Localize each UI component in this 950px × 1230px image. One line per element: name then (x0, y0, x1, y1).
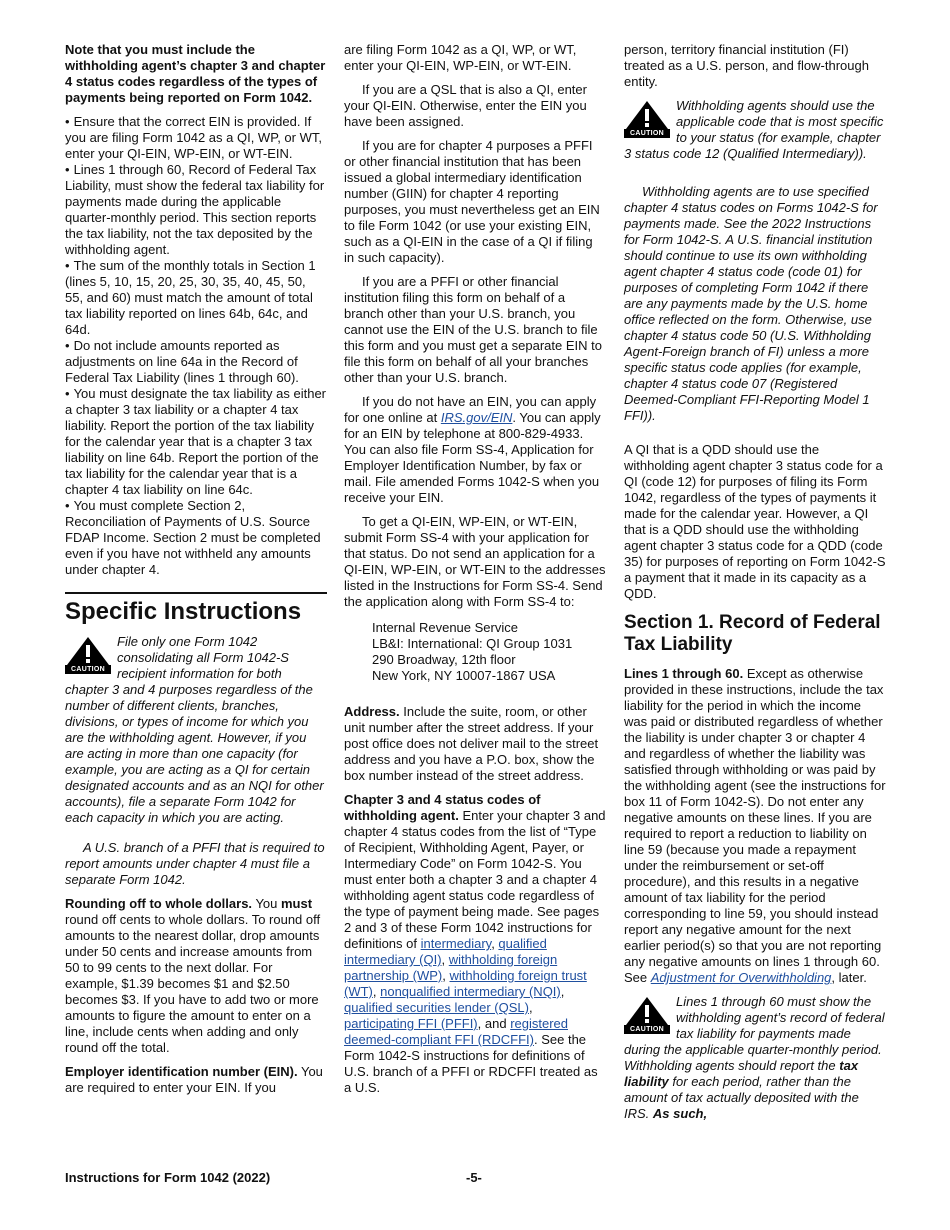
note-bold: Note that you must include the withholding agent’s chapter 3 and chapter 4 status codes regardless of the types of payments being reported on Form 1042. (65, 42, 326, 105)
address-heading: Address. (344, 704, 400, 719)
specific-instructions-heading: Specific Instructions (65, 592, 327, 626)
caution2-mid: for each period, rather than the amount of tax actually deposited with the IRS. (624, 1074, 859, 1121)
ein-online-pre: If you do not have an EIN, you can apply for one online at (344, 394, 597, 425)
caution-block (65, 634, 327, 888)
caution2-bold: tax liability (624, 1058, 859, 1089)
caution-block (624, 994, 886, 1122)
link-wp[interactable]: withholding foreign partnership (WP) (344, 952, 558, 983)
paragraph: A QI that is a QDD should use the withholding agent chapter 3 status code for a QI (code 12) for purposes of filing its Form 1042, regardless of the types of payments it made for the calendar year. However, a QI that is a QDD should use the withholding agent chapter 3 status code for a QDD (code 35) for purposes of reporting on Form 1042-S a payment that it made in its capacity as a QDD. (624, 442, 886, 601)
paragraph: If you are a PFFI or other financial institution filing this form on behalf of a branch other than your U.S. branch, you cannot use the EIN of the U.S. branch to file this form and you must get a separate EIN to file this form on behalf of all your branches other than your U.S. branch. (344, 274, 602, 385)
footer-title: Instructions for Form 1042 (2022) (65, 1170, 271, 1185)
status-codes-body: Enter your chapter 3 and chapter 4 status codes from the list of “Type of Recipient, Withholding Agent, Payer, or Intermediary Code” on Form 1042-S. You must enter both a chapter 3 and a chapter 4 withholding agent status code regardless of the type of payment being made. See pages 2 and 3 of these Form 1042 instructions for definitions of (344, 808, 606, 951)
and-text: and (484, 1016, 507, 1031)
status-codes-heading: Chapter 3 and 4 status codes of withholding agent. (344, 792, 541, 823)
adjustment-link[interactable]: Adjustment for Overwithholding (650, 970, 832, 985)
address-line: New York, NY 10007-1867 USA (372, 668, 556, 683)
link-qsl[interactable]: qualified securities lender (QSL) (344, 1000, 529, 1015)
caution-label: CAUTION (624, 1025, 670, 1034)
address-body: Include the suite, room, or other unit number after the street address. If your post office does not deliver mail to the street address and you have a P.O. box, show the box number instead of the street address. (344, 704, 599, 783)
bullet-item: • Ensure that the correct EIN is provided. If you are filing Form 1042 as a QI, WP, or WT, enter your QI-EIN, WP-EIN, or WT-EIN. (65, 114, 327, 162)
lines-body: Except as otherwise provided in these instructions, include the tax liability for the period in which the income was paid or distributed regardless of whether the liability is under chapter 3 or chapter 4 and regardless of whether the liability was satisfied through withholding or was paid by the withholding agent (see the instructions for box 11 of Form 1042-S). Do not enter any negative amounts on these lines. If you are required to report a reduction to liability on line 59 (because you made a repayment under the reimbursement or set-off procedure), and this results in a negative amount of tax liability for the period corresponding to line 59, you should instead report any negative amount for the next earlier period(s) so that you are not reporting any negative amounts on lines 1 through 60. See (624, 666, 886, 985)
ein-paragraph (65, 1064, 327, 1096)
rounding-paragraph (65, 896, 327, 1056)
link-wt[interactable]: withholding foreign trust (WT) (344, 968, 587, 999)
bullet-list (65, 114, 327, 578)
caution-label: CAUTION (65, 665, 111, 674)
address-paragraph (344, 704, 606, 784)
lines-heading: Lines 1 through 60. (624, 666, 744, 681)
caution2-pre: Lines 1 through 60 must show the withholding agent’s record of federal tax liability for payments made during the applicable quarter-monthly period. Withholding agents should report the (624, 994, 885, 1073)
section-1-heading: Section 1. Record of Federal Tax Liability (624, 612, 881, 655)
caution-icon (65, 636, 111, 674)
paragraph: To get a QI-EIN, WP-EIN, or WT-EIN, submit Form SS-4 with your application for that status. Do not send an application for a QI-EIN, WP-EIN, or WT-EIN to the addresses listed in the Instructions for Form SS-4. Send the application along with Form SS-4 to: (344, 514, 606, 609)
column-3 (624, 42, 886, 1130)
ein-heading: Employer identification number (EIN). (65, 1064, 298, 1079)
column-1 (65, 42, 327, 1104)
rounding-heading: Rounding off to whole dollars. (65, 896, 253, 911)
rounding-body: round off cents to whole dollars. To round off amounts to the nearest dollar, drop amounts under 50 cents and increase amounts from 50 to 99 cents to the next dollar. For example, $1.39 becomes $1 and $2.50 becomes $3. If you have to add two or more amounts to figure the amount to enter on a line, include cents when adding and only round off the total. (65, 912, 321, 1055)
link-qi[interactable]: qualified intermediary (QI) (344, 936, 547, 967)
ein-online-post: . You can apply for an EIN by telephone at 800-829-4933. You can also file Form SS-4, Application for Employer Identification Number, by fax or mail. File amended Forms 1042-S when you receive your EIN. (344, 410, 601, 505)
lines-paragraph (624, 666, 886, 986)
irs-ein-link[interactable]: IRS.gov/EIN (440, 410, 513, 425)
page-number: -5- (466, 1170, 482, 1185)
ein-body: You are required to enter your EIN. If you (65, 1064, 323, 1095)
paragraph: If you are for chapter 4 purposes a PFFI or other financial institution that has been issued a global intermediary identification number (GIIN) for chapter 4 reporting purposes, you must nevertheless get an EIN to file Form 1042 (or use your existing EIN, such as a QI-EIN in the case of a QI if filing in such capacity). (344, 138, 600, 265)
link-nqi[interactable]: nonqualified intermediary (NQI) (380, 984, 561, 999)
bullet-item: • You must complete Section 2, Reconciliation of Payments of U.S. Source FDAP Income. Section 2 must be completed even if you have not withheld any amounts under chapter 4. (65, 498, 327, 578)
bullet-item: • Do not include amounts reported as adjustments on line 64a in the Record of Federal Tax Liability (lines 1 through 60). (65, 338, 327, 386)
column-2 (344, 42, 606, 1104)
paragraph: person, territory financial institution (FI) treated as a U.S. person, and flow-through entity. (624, 42, 869, 89)
paragraph (344, 394, 606, 506)
paragraph: If you are a QSL that is also a QI, enter your QI-EIN. Otherwise, enter the EIN you have been assigned. (344, 82, 587, 129)
mailing-address (372, 620, 606, 684)
caution-text: File only one Form 1042 consolidating all Form 1042-S recipient information for both chapter 3 and 4 purposes regardless of the number of different clients, branches, divisions, or types of income for which you are the withholding agent. However, if you are acting in more than one capacity (for example, you are acting as a QI for certain designated accounts and as an NQI for other accounts), file a separate Form 1042 for each capacity in which you are acting. (65, 634, 324, 825)
rounding-pre: You (255, 896, 278, 911)
address-line: LB&I: International: QI Group 1031 (372, 636, 573, 651)
caution-icon (624, 996, 670, 1034)
bullet-item: • The sum of the monthly totals in Section 1 (lines 5, 10, 15, 20, 25, 30, 35, 40, 45, 50, 55, and 60) must match the amount of total tax liability reported on lines 64b, 64c, and 64d. (65, 258, 327, 338)
caution-block (624, 98, 886, 424)
paragraph: are filing Form 1042 as a QI, WP, or WT, enter your QI-EIN, WP-EIN, or WT-EIN. (344, 42, 577, 73)
caution2-bold2: As such, (652, 1106, 708, 1121)
address-line: 290 Broadway, 12th floor (372, 652, 516, 667)
caution-text-2: Withholding agents are to use specified chapter 4 status codes on Forms 1042-S for payments made. See the 2022 Instructions for Form 1042-S. A U.S. financial institution should continue to use its own withholding agent chapter 4 status code (code 01) for purposes of completing Form 1042 if there are any payments made by the U.S. home office reflected on the form. Otherwise, use chapter 4 status code 50 (U.S. Withholding Agent-Foreign branch of FI) unless a more specific status code applies (for example, chapter 4 status code 07 (Registered Deemed-Compliant FFI-Reporting Model 1 FFI)). (624, 184, 878, 423)
link-intermediary[interactable]: intermediary (420, 936, 492, 951)
caution-label: CAUTION (624, 129, 670, 138)
address-line: Internal Revenue Service (372, 620, 518, 635)
lines-tail: , later. (831, 970, 867, 985)
bullet-item: • Lines 1 through 60, Record of Federal Tax Liability, must show the federal tax liability for payments made during the applicable quarter-monthly period. This section reports the tax liability, not the tax deposited by the withholding agent. (65, 162, 327, 258)
caution-text: Withholding agents should use the applicable code that is most specific to your status (for example, chapter 3 status code 12 (Qualified Intermediary)). (624, 98, 884, 161)
rounding-must: must (281, 896, 313, 911)
bullet-item: • You must designate the tax liability as either a chapter 3 tax liability or a chapter 4 tax liability. Report the portion of the tax liability for the calendar year that is a chapter 3 tax liability on line 64b. Report the portion of the tax liability for the calendar year that is a chapter 4 tax liability on line 64c. (65, 386, 327, 498)
caution-text-2: A U.S. branch of a PFFI that is required to report amounts under chapter 4 must file a separate Form 1042. (65, 840, 325, 887)
caution-icon (624, 100, 670, 138)
status-codes-tail: . See the Form 1042-S instructions for definitions of U.S. branch of a PFFI or RDCFFI treated as a U.S. (344, 1032, 598, 1095)
link-rdcffi[interactable]: registered deemed-compliant FFI (RDCFFI) (344, 1016, 569, 1047)
status-codes-paragraph: Chapter 3 and 4 status codes of withholding agent. Enter your chapter 3 and chapter 4 status codes from the list of “Type of Recipient, Withholding Agent, Payer, or Intermediary Code” on Form 1042-S. You must enter both a chapter 3 and a chapter 4 withholding agent status code regardless of the type of payment being made. See pages 2 and 3 of these Form 1042 instructions for definitions of intermediary, qualified intermediary (QI), withholding foreign partnership (WP), withholding foreign trust (WT), nonqualified intermediary (NQI), qualified securities lender (QSL), participating FFI (PFFI), and registered deemed-compliant FFI (RDCFFI). See the Form 1042-S instructions for definitions of U.S. branch of a PFFI or RDCFFI treated as a U.S. (344, 792, 606, 1095)
link-pffi[interactable]: participating FFI (PFFI) (344, 1016, 478, 1031)
